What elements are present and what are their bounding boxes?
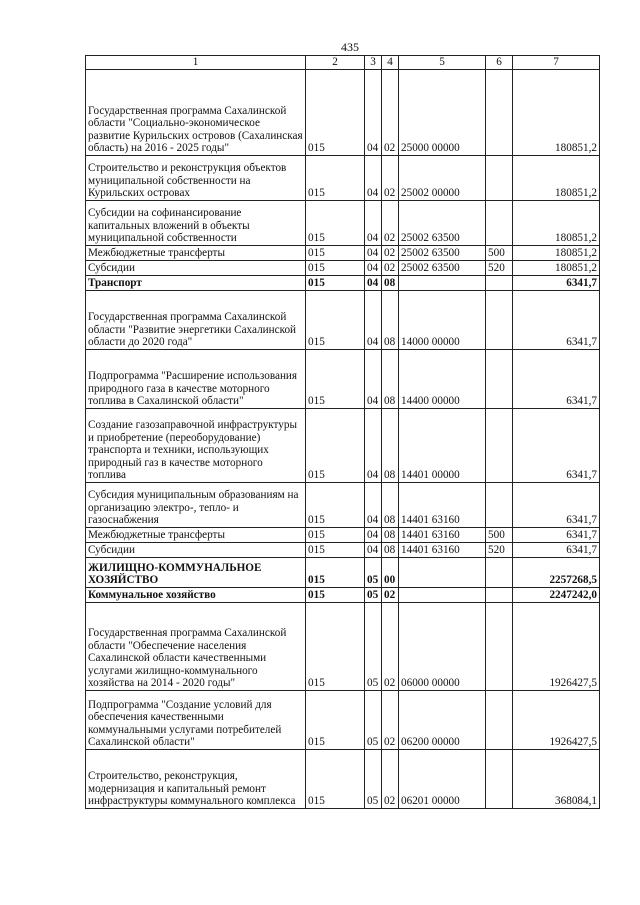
row-expense-type-cell (486, 483, 513, 528)
row-grbs-cell: 015 (306, 528, 365, 543)
row-subsection-cell: 08 (382, 276, 399, 291)
header-col-7: 7 (513, 56, 600, 70)
row-section-cell: 04 (365, 156, 382, 201)
row-name-cell: Транспорт (86, 276, 306, 291)
row-subsection-cell: 02 (382, 588, 399, 603)
table-row (86, 261, 600, 276)
table-row (86, 70, 600, 156)
row-expense-type-cell (486, 156, 513, 201)
row-section-cell: 04 (365, 291, 382, 350)
row-section-cell: 05 (365, 750, 382, 809)
row-section-cell: 04 (365, 409, 382, 483)
row-amount-cell: 2247242,0 (513, 588, 600, 603)
row-grbs-cell: 015 (306, 291, 365, 350)
row-target-article-cell: 25002 63500 (399, 261, 486, 276)
row-amount-cell: 6341,7 (513, 409, 600, 483)
row-name-cell: Субсидии (86, 261, 306, 276)
row-amount-cell: 2257268,5 (513, 558, 600, 588)
row-subsection-cell: 08 (382, 528, 399, 543)
row-target-article-cell: 14400 00000 (399, 350, 486, 409)
row-target-article-cell: 14401 00000 (399, 409, 486, 483)
table-row (86, 201, 600, 246)
header-col-1: 1 (86, 56, 306, 70)
row-amount-cell: 6341,7 (513, 528, 600, 543)
row-expense-type-cell (486, 276, 513, 291)
row-name-cell: Подпрограмма "Расширение использования природного газа в качестве моторного топлива в Сахалинской области" (86, 350, 306, 409)
row-grbs-cell: 015 (306, 261, 365, 276)
table-row (86, 291, 600, 350)
table-header-row (86, 56, 600, 70)
row-section-cell: 05 (365, 691, 382, 750)
row-section-cell: 04 (365, 543, 382, 558)
row-expense-type-cell: 520 (486, 543, 513, 558)
row-name-cell: Субсидии на софинансирование капитальных вложений в объекты муниципальной собственности (86, 201, 306, 246)
row-subsection-cell: 08 (382, 291, 399, 350)
row-subsection-cell: 02 (382, 750, 399, 809)
row-subsection-cell: 08 (382, 350, 399, 409)
row-section-cell: 04 (365, 528, 382, 543)
row-expense-type-cell (486, 691, 513, 750)
row-name-cell: Строительство, реконструкция, модернизация и капитальный ремонт инфраструктуры коммунального комплекса (86, 750, 306, 809)
table-row (86, 246, 600, 261)
table-row (86, 409, 600, 483)
row-grbs-cell: 015 (306, 246, 365, 261)
header-col-4: 4 (382, 56, 399, 70)
row-grbs-cell: 015 (306, 350, 365, 409)
row-grbs-cell: 015 (306, 70, 365, 156)
row-section-cell: 04 (365, 350, 382, 409)
header-col-2: 2 (306, 56, 365, 70)
row-name-cell: Государственная программа Сахалинской области "Обеспечение населения Сахалинской области качественными услугами жилищно-коммунального хозяйства на 2014 - 2020 годы" (86, 603, 306, 691)
row-target-article-cell: 14401 63160 (399, 543, 486, 558)
row-name-cell: Создание газозаправочной инфраструктуры и приобретение (переоборудование) транспорта и техники, использующих природный газ в качестве моторного топлива (86, 409, 306, 483)
row-name-cell: Межбюджетные трансферты (86, 528, 306, 543)
row-subsection-cell: 02 (382, 261, 399, 276)
row-section-cell: 04 (365, 246, 382, 261)
row-target-article-cell: 25002 00000 (399, 156, 486, 201)
row-expense-type-cell (486, 350, 513, 409)
row-subsection-cell: 02 (382, 603, 399, 691)
table-row (86, 750, 600, 809)
table-row (86, 483, 600, 528)
row-subsection-cell: 08 (382, 483, 399, 528)
row-amount-cell: 180851,2 (513, 246, 600, 261)
row-subsection-cell: 08 (382, 543, 399, 558)
row-amount-cell: 180851,2 (513, 261, 600, 276)
row-subsection-cell: 02 (382, 156, 399, 201)
row-name-cell: ЖИЛИЩНО-КОММУНАЛЬНОЕ ХОЗЯЙСТВО (86, 558, 306, 588)
row-target-article-cell: 25002 63500 (399, 201, 486, 246)
row-name-cell: Подпрограмма "Создание условий для обеспечения качественными коммунальными услугами потребителей Сахалинской области" (86, 691, 306, 750)
row-amount-cell: 180851,2 (513, 70, 600, 156)
row-amount-cell: 1926427,5 (513, 603, 600, 691)
row-expense-type-cell (486, 291, 513, 350)
row-grbs-cell: 015 (306, 588, 365, 603)
row-target-article-cell (399, 558, 486, 588)
row-section-cell: 04 (365, 276, 382, 291)
row-name-cell: Строительство и реконструкция объектов муниципальной собственности на Курильских островах (86, 156, 306, 201)
row-target-article-cell: 14401 63160 (399, 528, 486, 543)
row-amount-cell: 6341,7 (513, 276, 600, 291)
row-grbs-cell: 015 (306, 558, 365, 588)
row-amount-cell: 6341,7 (513, 543, 600, 558)
row-section-cell: 05 (365, 588, 382, 603)
row-name-cell: Государственная программа Сахалинской области "Развитие энергетики Сахалинской области до 2020 года" (86, 291, 306, 350)
table-row (86, 691, 600, 750)
row-target-article-cell: 25002 63500 (399, 246, 486, 261)
row-name-cell: Субсидия муниципальным образованиям на организацию электро-, тепло- и газоснабжения (86, 483, 306, 528)
row-amount-cell: 6341,7 (513, 350, 600, 409)
row-target-article-cell: 25000 00000 (399, 70, 486, 156)
row-amount-cell: 1926427,5 (513, 691, 600, 750)
row-expense-type-cell (486, 558, 513, 588)
row-expense-type-cell: 520 (486, 261, 513, 276)
row-section-cell: 04 (365, 261, 382, 276)
table-row (86, 558, 600, 588)
row-expense-type-cell: 500 (486, 528, 513, 543)
row-expense-type-cell (486, 409, 513, 483)
page-number: 435 (341, 40, 359, 54)
budget-table (85, 55, 600, 809)
table-row (86, 528, 600, 543)
row-grbs-cell: 015 (306, 276, 365, 291)
row-target-article-cell: 06200 00000 (399, 691, 486, 750)
row-target-article-cell: 06000 00000 (399, 603, 486, 691)
row-grbs-cell: 015 (306, 543, 365, 558)
row-amount-cell: 180851,2 (513, 201, 600, 246)
row-section-cell: 04 (365, 201, 382, 246)
table-row (86, 543, 600, 558)
row-expense-type-cell (486, 603, 513, 691)
row-subsection-cell: 02 (382, 201, 399, 246)
row-expense-type-cell (486, 750, 513, 809)
row-amount-cell: 180851,2 (513, 156, 600, 201)
table-row (86, 603, 600, 691)
row-subsection-cell: 02 (382, 70, 399, 156)
row-grbs-cell: 015 (306, 691, 365, 750)
table-row (86, 156, 600, 201)
row-section-cell: 04 (365, 483, 382, 528)
row-target-article-cell: 14000 00000 (399, 291, 486, 350)
row-target-article-cell: 14401 63160 (399, 483, 486, 528)
row-section-cell: 04 (365, 70, 382, 156)
row-section-cell: 05 (365, 603, 382, 691)
row-expense-type-cell (486, 588, 513, 603)
row-grbs-cell: 015 (306, 750, 365, 809)
row-expense-type-cell (486, 70, 513, 156)
table-row (86, 588, 600, 603)
row-subsection-cell: 08 (382, 409, 399, 483)
row-grbs-cell: 015 (306, 483, 365, 528)
row-amount-cell: 6341,7 (513, 483, 600, 528)
header-col-3: 3 (365, 56, 382, 70)
row-amount-cell: 6341,7 (513, 291, 600, 350)
row-name-cell: Государственная программа Сахалинской области "Социально-экономическое развитие Курильских островов (Сахалинская область) на 2016 - 2025 годы" (86, 70, 306, 156)
row-name-cell: Коммунальное хозяйство (86, 588, 306, 603)
row-expense-type-cell: 500 (486, 246, 513, 261)
row-grbs-cell: 015 (306, 409, 365, 483)
row-grbs-cell: 015 (306, 156, 365, 201)
row-target-article-cell (399, 276, 486, 291)
row-target-article-cell: 06201 00000 (399, 750, 486, 809)
row-amount-cell: 368084,1 (513, 750, 600, 809)
header-col-5: 5 (399, 56, 486, 70)
row-section-cell: 05 (365, 558, 382, 588)
table-row (86, 350, 600, 409)
row-name-cell: Субсидии (86, 543, 306, 558)
row-subsection-cell: 02 (382, 691, 399, 750)
row-subsection-cell: 00 (382, 558, 399, 588)
row-grbs-cell: 015 (306, 201, 365, 246)
row-grbs-cell: 015 (306, 603, 365, 691)
row-expense-type-cell (486, 201, 513, 246)
row-target-article-cell (399, 588, 486, 603)
row-subsection-cell: 02 (382, 246, 399, 261)
header-col-6: 6 (486, 56, 513, 70)
table-row (86, 276, 600, 291)
row-name-cell: Межбюджетные трансферты (86, 246, 306, 261)
